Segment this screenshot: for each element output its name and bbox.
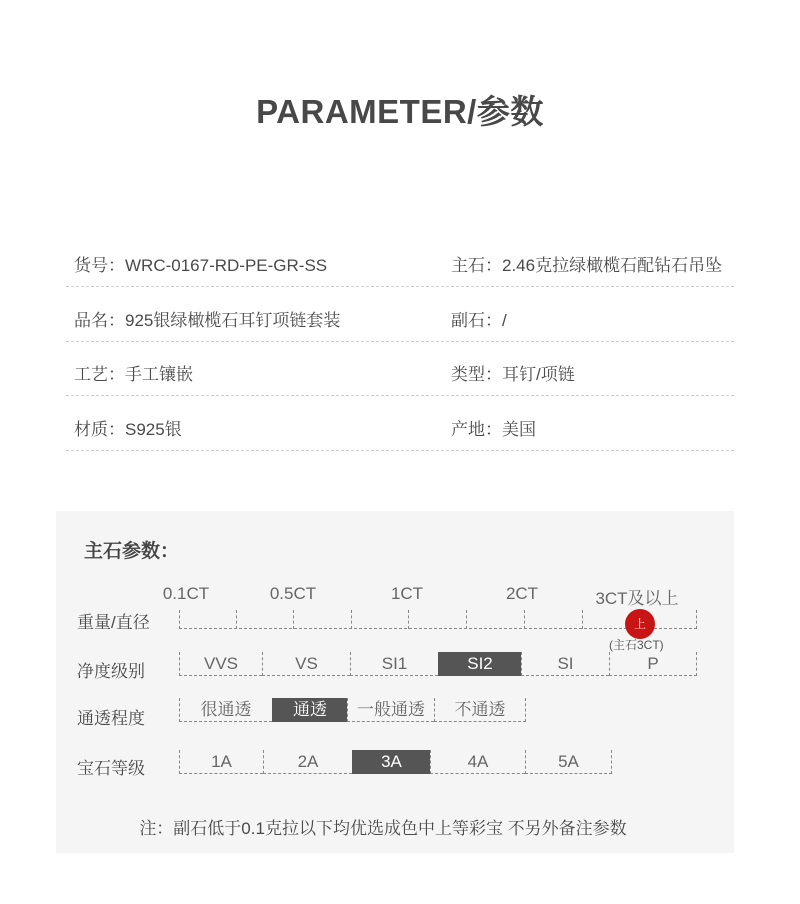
param-item-no: 货号：WRC-0167-RD-PE-GR-SS (74, 256, 328, 275)
transparency-grade: 一般通透 (347, 698, 434, 722)
weight-scale-label: 0.5CT (269, 584, 317, 603)
weight-tick (351, 610, 352, 629)
gem-grade: 3A (352, 750, 430, 774)
clarity-grade: VVS (179, 652, 262, 676)
weight-tick (466, 610, 467, 629)
gem-grade: 4A (430, 750, 525, 774)
gem-grade: 1A (179, 750, 263, 774)
clarity-grade: SI2 (438, 652, 521, 676)
param-craft: 工艺：手工镶嵌 (74, 365, 193, 384)
clarity-grade: VS (262, 652, 350, 676)
param-material: 材质：S925银 (74, 420, 182, 439)
gem-grade: 5A (525, 750, 612, 774)
param-row (66, 396, 734, 451)
param-product-name: 品名：925银绿橄榄石耳钉项链套装 (74, 311, 341, 330)
clarity-grade: SI (521, 652, 609, 676)
weight-marker: 上 (625, 609, 655, 639)
weight-row-label: 重量/直径 (77, 613, 150, 632)
clarity-grade: P (609, 652, 697, 676)
transparency-grade: 很通透 (179, 698, 272, 722)
page-title: PARAMETER/参数 (256, 93, 544, 130)
footnote: 注：副石低于0.1克拉以下均优选成色中上等彩宝 不另外备注参数 (139, 819, 627, 838)
param-row (66, 287, 734, 342)
clarity-grade: SI1 (350, 652, 438, 676)
param-main-stone: 主石：2.46克拉绿橄榄石配钻石吊坠 (451, 256, 723, 275)
weight-marker-note: (主石3CT) (609, 638, 664, 652)
clarity-row-label: 净度级别 (77, 662, 145, 681)
param-row (66, 341, 734, 396)
weight-scale (179, 610, 697, 629)
weight-scale-label: 3CT及以上 (595, 589, 679, 608)
stone-panel-title: 主石参数： (84, 541, 180, 562)
weight-scale-label: 0.1CT (162, 584, 210, 603)
weight-scale-label: 2CT (505, 584, 539, 603)
weight-tick (696, 610, 697, 629)
weight-tick (408, 610, 409, 629)
weight-tick (582, 610, 583, 629)
weight-scale-label: 1CT (390, 584, 424, 603)
param-type: 类型：耳钉/项链 (451, 365, 575, 384)
transparency-grade: 通透 (272, 698, 347, 722)
param-row (66, 232, 734, 287)
gem-grade: 2A (263, 750, 352, 774)
weight-tick (524, 610, 525, 629)
transparency-row-label: 通透程度 (77, 709, 145, 728)
weight-tick (179, 610, 180, 629)
gem-grade-row-label: 宝石等级 (77, 759, 145, 778)
transparency-grade: 不通透 (434, 698, 526, 722)
param-origin: 产地：美国 (451, 420, 536, 439)
weight-tick (293, 610, 294, 629)
weight-tick (236, 610, 237, 629)
param-side-stone: 副石：/ (451, 311, 507, 330)
